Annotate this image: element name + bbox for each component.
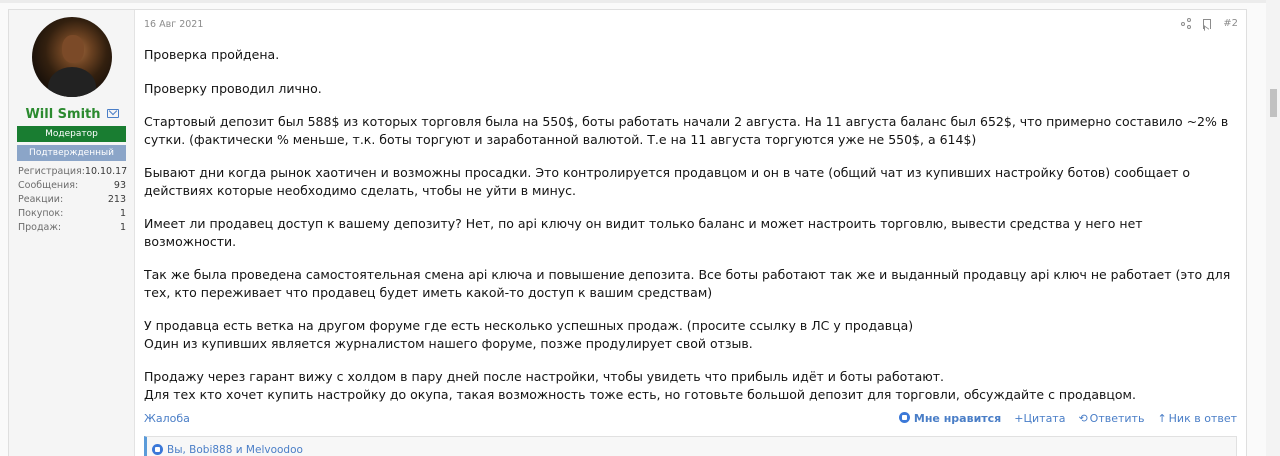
stat-value: 213 xyxy=(107,194,126,205)
stat-value: 93 xyxy=(113,180,126,191)
mail-icon[interactable] xyxy=(107,109,119,118)
like-button[interactable] xyxy=(899,412,1001,425)
post-footer xyxy=(144,412,1237,426)
username-row xyxy=(9,107,135,122)
stat-label: Продаж: xyxy=(18,222,62,233)
footer-actions xyxy=(899,412,1237,425)
arrow-up-icon: ↑ xyxy=(1157,412,1167,425)
stat-messages xyxy=(18,179,126,193)
message-paragraph: Бывают дни когда рынок хаотичен и возможны просадки. Это контролируется продавцом и он в чате (общий чат из купивших настройку ботов) сообщает о действиях которые необходимо сделать, чтобы не уйти в минус. xyxy=(144,165,1191,198)
message-paragraph: Так же была проведена самостоятельная смена api ключа и повышение депозита. Все боты работают так же и выданный продавцу api ключ не работает (это для тех, кто переживает что продавец будет иметь какой-то доступ к вашим средствам) xyxy=(144,267,1231,300)
reply-icon: ⟲ xyxy=(1078,412,1088,425)
scrollbar-thumb[interactable] xyxy=(1270,89,1277,117)
reactions-users-link[interactable]: Вы, Bobi888 и Melvoodoo xyxy=(167,444,303,456)
user-stats xyxy=(18,165,126,235)
stat-value: 10.10.17 xyxy=(84,166,128,177)
post-date[interactable]: 16 Авг 2021 xyxy=(144,19,204,30)
bookmark-icon[interactable] xyxy=(1203,19,1211,29)
message-paragraph: Проверка пройдена. xyxy=(144,47,280,62)
reply-button[interactable] xyxy=(1078,412,1144,425)
reactions-bar xyxy=(144,436,1237,456)
like-label: Мне нравится xyxy=(913,412,1002,425)
stat-reactions xyxy=(18,193,126,207)
message-line: Один из купивших является журналистом нашего форуме, позже продулирует свой отзыв. xyxy=(144,335,753,351)
post-content-panel xyxy=(135,10,1246,456)
stat-sales xyxy=(18,221,126,235)
message-line: Продажу через гарант вижу с холдом в пару дней после настройки, чтобы увидеть что прибыль идёт и боты работают. xyxy=(144,369,945,384)
verified-badge: Подтвержденный xyxy=(17,145,126,161)
stat-label: Реакции: xyxy=(18,194,64,205)
reply-label: Ответить xyxy=(1089,412,1145,425)
user-info-panel xyxy=(9,10,135,456)
post-number-link[interactable]: #2 xyxy=(1223,18,1238,29)
report-link[interactable]: Жалоба xyxy=(144,412,190,425)
message-paragraph: Стартовый депозит был 588$ из которых торговля была на 550$, боты работать начали 2 августа. На 11 августа баланс был 652$, что примерно составило ~2% в сутки. (фактически % меньше, т.к. боты торгуют и заработанной валютой. Т.е на 11 августа торгуются уже не 550$, а 614$) xyxy=(144,114,1229,147)
moderator-badge: Модератор xyxy=(17,126,126,142)
stat-label: Регистрация: xyxy=(18,166,85,177)
message-line: Для тех кто хочет купить настройку до окупа, такая возможность тоже есть, но готовьте большой депозит для торговли, обсуждайте с продавцом. xyxy=(144,386,1136,402)
share-icon[interactable] xyxy=(1181,18,1191,29)
nick-reply-label: Ник в ответ xyxy=(1168,412,1237,425)
nick-reply-button[interactable] xyxy=(1157,412,1237,425)
stat-label: Сообщения: xyxy=(18,180,79,191)
stat-value: 1 xyxy=(119,208,126,219)
stat-registration xyxy=(18,165,126,179)
quote-button[interactable]: +Цитата xyxy=(1014,412,1066,425)
message-paragraph: Имеет ли продавец доступ к вашему депозиту? Нет, по api ключу он видит только баланс и может настроить торговлю, вывести средства у него нет возможности. xyxy=(144,216,1143,249)
post-message xyxy=(144,46,1234,419)
username-link[interactable]: Will Smith xyxy=(25,107,101,122)
top-divider xyxy=(0,0,1280,3)
forum-post xyxy=(8,9,1247,456)
stat-purchases xyxy=(18,207,126,221)
reactions-summary xyxy=(147,444,303,456)
avatar-face-shape xyxy=(62,35,84,63)
avatar-body-shape xyxy=(48,67,96,97)
user-avatar[interactable] xyxy=(32,17,112,97)
message-line: У продавца есть ветка на другом форуме где есть несколько успешных продаж. (просите ссылку в ЛС у продавца) xyxy=(144,318,914,333)
page-scrollbar[interactable] xyxy=(1266,0,1280,456)
stat-value: 1 xyxy=(119,222,126,233)
thumbs-up-icon xyxy=(899,412,910,423)
thumbs-up-icon xyxy=(152,444,163,455)
stat-label: Покупок: xyxy=(18,208,64,219)
message-paragraph: Проверку проводил лично. xyxy=(144,80,322,96)
post-actions xyxy=(1181,18,1238,29)
